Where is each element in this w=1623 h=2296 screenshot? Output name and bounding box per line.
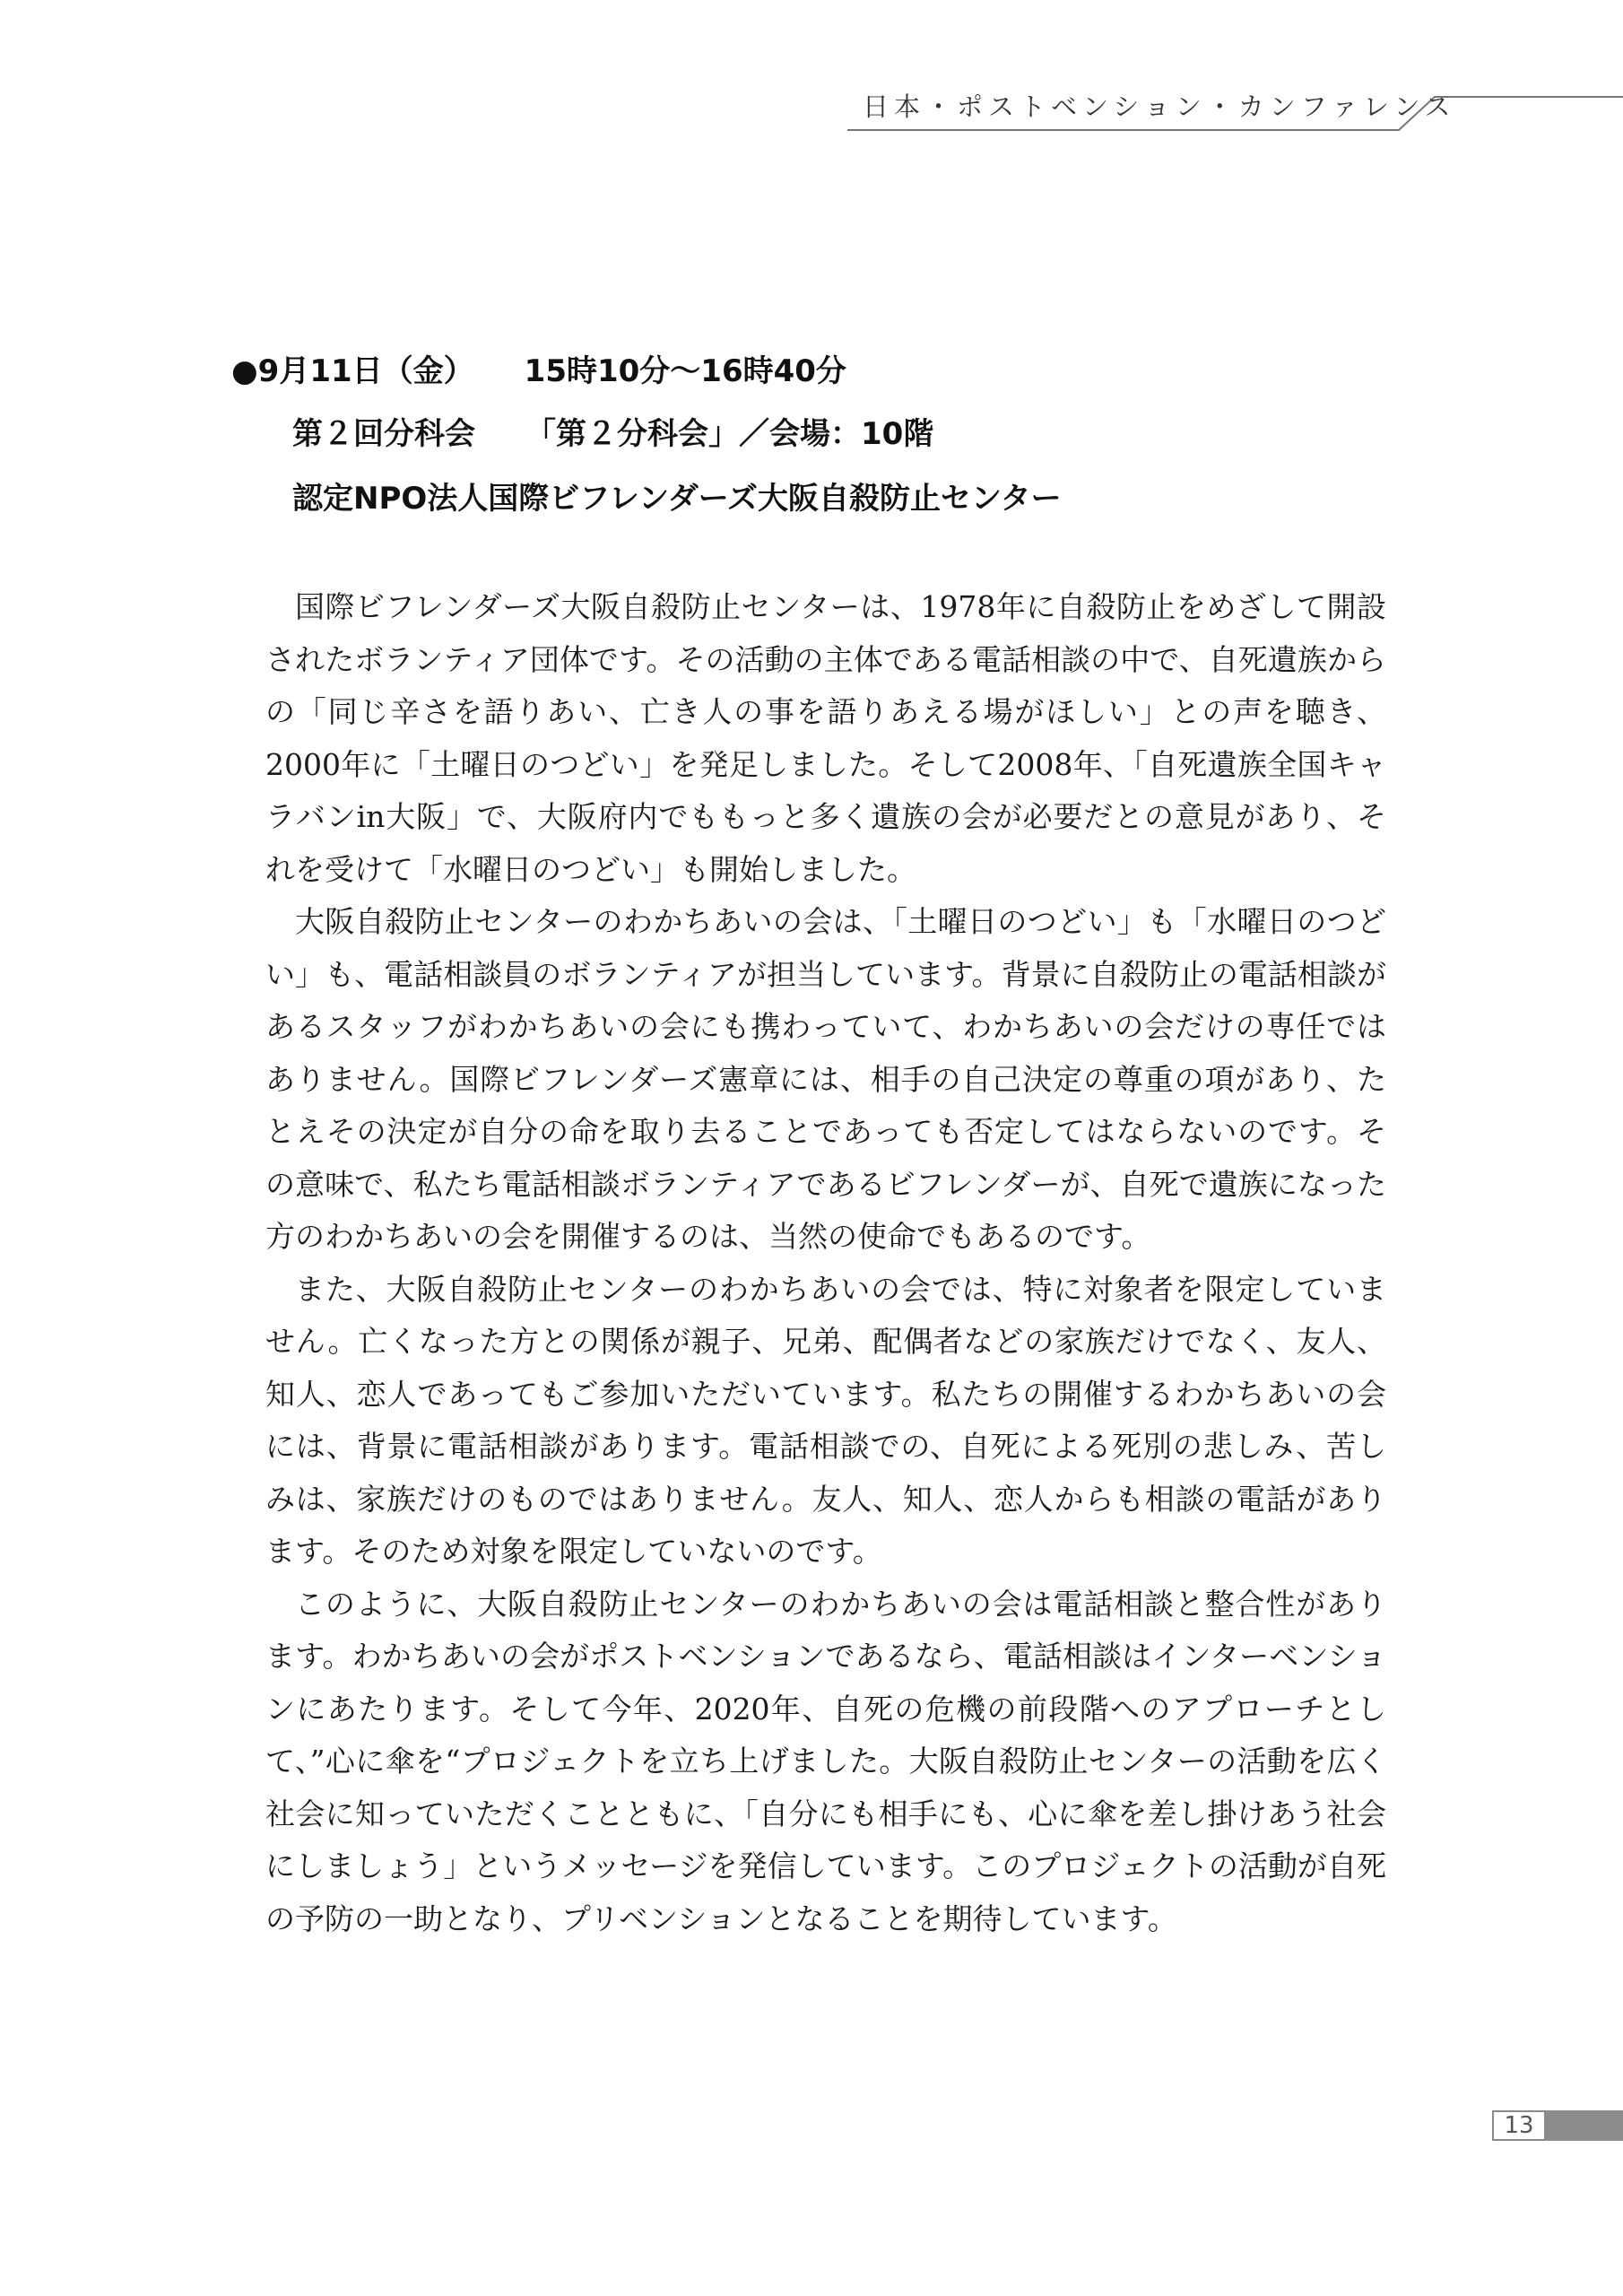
- meeting-title: 「第２分科会」／会場：10階: [525, 416, 934, 452]
- session-time: 15時10分～16時40分: [524, 353, 846, 389]
- body-text: [265, 581, 1386, 1945]
- meeting-number: 第２回分科会: [292, 416, 475, 452]
- paragraph-4: このように、大阪自殺防止センターのわかちあいの会は電話相談と整合性があります。わかちあいの会がポストベンションであるなら、電話相談はインターベンションにあたります。そして今年、2020年、自死の危機の前段階へのアプローチとして、”心に傘を“プロジェクトを立ち上げました。大阪自殺防止センターの活動を広く社会に知っていただくことともに、「自分にも相手にも、心に傘を差し掛けあう社会にしましょう」というメッセージを発信しています。このプロジェクトの活動が自死の予防の一助となり、プリベンションとなることを期待しています。: [265, 1586, 1386, 1936]
- session-meeting: [292, 409, 933, 453]
- paragraph-1: 国際ビフレンダーズ大阪自殺防止センターは、1978年に自殺防止をめざして開設されたボランティア団体です。その活動の主体である電話相談の中で、自死遺族からの「同じ辛さを語りあい、亡き人の事を語りあえる場がほしい」との声を聴き、2000年に「土曜日のつどい」を発足しました。そして2008年、「自死遺族全国キャラバンin大阪」で、大阪府内でももっと多く遺族の会が必要だとの意見があり、それを受けて「水曜日のつどい」も開始しました。: [265, 589, 1386, 887]
- running-header-title: 日本・ポストベンション・カンファレンス: [863, 91, 1456, 122]
- organization-name: 認定NPO法人国際ビフレンダーズ大阪自殺防止センター: [292, 481, 1062, 517]
- session-date: 9月11日（金）: [257, 353, 474, 389]
- paragraph-3: また、大阪自殺防止センターのわかちあいの会では、特に対象者を限定していません。亡くなった方との関係が親子、兄弟、配偶者などの家族だけでなく、友人、知人、恋人であってもご参加いただいています。私たちの開催するわかちあいの会には、背景に電話相談があります。電話相談での、自死による死別の悲しみ、苦しみは、家族だけのものではありません。友人、知人、恋人からも相談の電話があります。そのため対象を限定していないのです。: [265, 1271, 1386, 1569]
- page-number: 13: [1492, 2110, 1546, 2141]
- bullet-icon: ●: [231, 353, 258, 389]
- page-number-bar: [1546, 2110, 1623, 2141]
- session-datetime: [231, 346, 846, 390]
- paragraph-2: 大阪自殺防止センターのわかちあいの会は、「土曜日のつどい」も「水曜日のつどい」も、電話相談員のボランティアが担当しています。背景に自殺防止の電話相談があるスタッフがわかちあいの会にも携わっていて、わかちあいの会だけの専任ではありません。国際ビフレンダーズ憲章には、相手の自己決定の尊重の項があり、たとえその決定が自分の命を取り去ることであっても否定してはならないのです。その意味で、私たち電話相談ボランティアであるビフレンダーが、自死で遺族になった方のわかちあいの会を開催するのは、当然の使命でもあるのです。: [265, 904, 1386, 1254]
